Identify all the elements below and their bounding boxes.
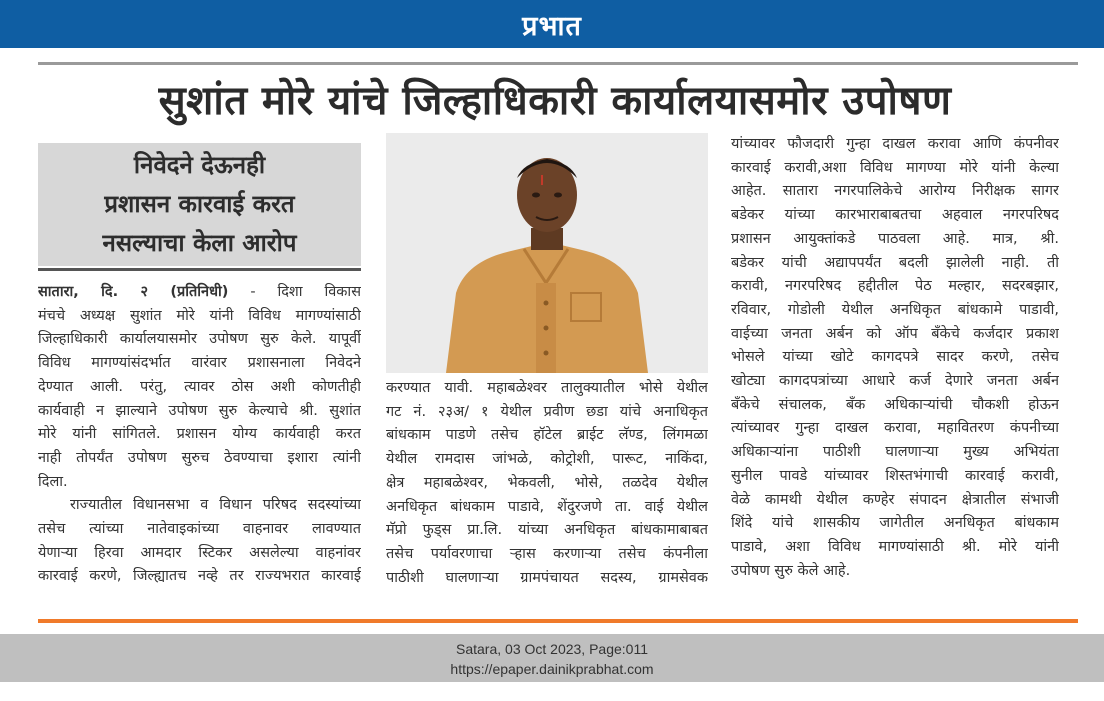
- bottom-accent-rule: [38, 619, 1078, 623]
- text-line: दिला.: [38, 473, 68, 490]
- text-line: यांच्यावर फौजदारी गुन्हा दाखल करावा आणि कंपनीवर: [731, 136, 1059, 152]
- text-line: देण्यात आली. परंतु, त्यावर ठोस अशी कोणतीही: [38, 378, 361, 395]
- text-line: जिल्हाधिकारी कार्यालयासमोर उपोषण सुरु केले. यापूर्वी: [38, 331, 361, 348]
- text-line: कारवाई करणे, जिल्ह्यातच नव्हे तर राज्यभरात कारवाई: [38, 568, 361, 585]
- masthead-bar: [0, 0, 1104, 48]
- person-photo-illustration: [386, 133, 708, 373]
- text-line: मॅप्रो फुड्स प्रा.लि. यांच्या अनधिकृत बांधकामाबाबत: [386, 522, 708, 539]
- edition-info: Satara, 03 Oct 2023, Page:011: [456, 641, 648, 657]
- text-line: बडेकर यांच्या कारभाराबाबतचा अहवाल नगरपरिषद: [731, 207, 1059, 224]
- text-line: बडेकर यांची अद्यापपर्यंत बदली झालेली नाही. ती: [731, 254, 1059, 271]
- text-line: कार्यवाही न झाल्याने उपोषण सुरु केल्याचे श्री. सुशांत: [38, 402, 361, 419]
- text-line: तसेच त्यांच्या नातेवाइकांच्या वाहनावर लावण्यात: [38, 521, 361, 538]
- text-line: मंचचे अध्यक्ष सुशांत मोरे यांनी विविध मागण्यांसाठी: [38, 307, 361, 324]
- portrait-photo: [386, 133, 708, 373]
- text-line: भोसले यांच्या खोटे कागदपत्रे सादर करणे, तसेच: [731, 349, 1059, 366]
- text-line: नाही तोपर्यंत उपोषण सुरुच ठेवण्याचा इशारा त्यांनी: [38, 449, 361, 466]
- text-line: उपोषण सुरु केले आहे.: [731, 562, 851, 579]
- text-line: राज्यातील विधानसभा व विधान परिषद सदस्यांच्या: [70, 497, 361, 514]
- subheadline-line: नसल्याचा केला आरोप: [102, 229, 297, 257]
- text-line: पाडावे, अशा विविध मागण्यांसाठी श्री. मोरे यांनी: [731, 538, 1059, 555]
- text-line: सातारा, दि. २ (प्रतिनिधी) - दिशा विकास: [38, 284, 361, 300]
- dateline: सातारा, दि. २ (प्रतिनिधी): [38, 284, 229, 300]
- text-line: पाठीशी घालणाऱ्या ग्रामपंचायत सदस्य, ग्रामसेवक: [386, 569, 708, 586]
- subheadline-box: [38, 143, 361, 266]
- text-line: करण्यात यावी. महाबळेश्वर तालुक्यातील भोसे येथील: [386, 380, 708, 396]
- text-line: गट नं. २३अ/ १ येथील प्रवीण छडा यांचे अनाधिकृत: [386, 403, 708, 420]
- text-line: अनधिकृत बांधकाम पाडावे, शेंदुरजणे ता. वाई येथील: [386, 498, 708, 515]
- text-line: मोरे यांनी सांगितले. प्रशासन योग्य कार्यवाही करत: [38, 426, 361, 443]
- article-headline: सुशांत मोरे यांचे जिल्हाधिकारी कार्यालयासमोर उपोषण: [158, 78, 952, 124]
- text-line: प्रशासन आयुक्तांकडे पाठवला आहे. मात्र, श्री.: [731, 230, 1059, 247]
- text-line: तसेच पर्यावरणाचा ऱ्हास करणाऱ्या तसेच कंपनीला: [386, 545, 708, 562]
- text-line: बँकेचे संचालक, बँक अधिकाऱ्यांची चौकशी होऊन: [731, 396, 1059, 413]
- text-line: त्यांच्यावर गुन्हा दाखल करावा, महावितरण कंपनीच्या: [731, 420, 1059, 437]
- text-line: अधिकाऱ्यांना पाठीशी घालणाऱ्या मुख्य अभियंता: [731, 444, 1059, 461]
- text-line: येणाऱ्या हिरवा आमदार स्टिकर असलेल्या वाहनांवर: [38, 544, 361, 561]
- epaper-url-link[interactable]: https://epaper.dainikprabhat.com: [450, 661, 654, 677]
- text-line: करावी, नगरपरिषद हद्दीतील पेठ मल्हार, सदरबझार,: [731, 278, 1059, 295]
- article-column-2: [386, 377, 708, 590]
- text-line: कारवाई करावी,अशा विविध मागण्या मोरे यांनी केल्या: [731, 159, 1059, 176]
- text-line: खोट्या कागदपत्रांच्या आधारे कर्ज देणारे जनता अर्बन: [731, 373, 1059, 390]
- subheadline-line: निवेदने देऊनही: [133, 151, 266, 179]
- text-line: शिंदे यांचे शासकीय जागेतील अनधिकृत बांधकाम: [731, 515, 1059, 532]
- article-column-3: [731, 133, 1059, 583]
- text-line: रविवार, गोडोली येथील अनधिकृत बांधकामे पाडावी,: [731, 301, 1059, 318]
- subheadline-divider: [38, 268, 361, 271]
- page-footer: [0, 634, 1104, 682]
- text-line: क्षेत्र महाबळेश्वर, भेकवली, भोसे, तळदेव येथील: [386, 474, 708, 491]
- text-line: सुनील पावडे यांच्यावर शिस्तभंगाची कारवाई करावी,: [731, 467, 1059, 484]
- subheadline-line: प्रशासन कारवाई करत: [104, 190, 295, 218]
- newspaper-logo: प्रभात: [522, 10, 582, 42]
- article-column-1: [38, 281, 361, 589]
- text-line: येथील रामदास जांभळे, कोट्रोशी, पारूट, नाकिंदा,: [386, 451, 708, 468]
- top-divider: [38, 62, 1078, 65]
- text-line: वेळे कामथी येथील कण्हेर संपादन क्षेत्रातील संभाजी: [731, 491, 1059, 508]
- text-line: बांधकाम पाडणे तसेच हॉटेल ब्राईट लॅण्ड, लिंगमळा: [386, 427, 708, 444]
- text-line: वाईच्या जनता अर्बन को ऑप बँकेचे कर्जदार प्रकाश: [731, 325, 1059, 342]
- text-line: विविध मागण्यांसंदर्भात वारंवार प्रशासनाला निवेदने: [38, 355, 361, 372]
- text-line: आहेत. सातारा नगरपालिकेचे आरोग्य निरीक्षक सागर: [731, 183, 1059, 200]
